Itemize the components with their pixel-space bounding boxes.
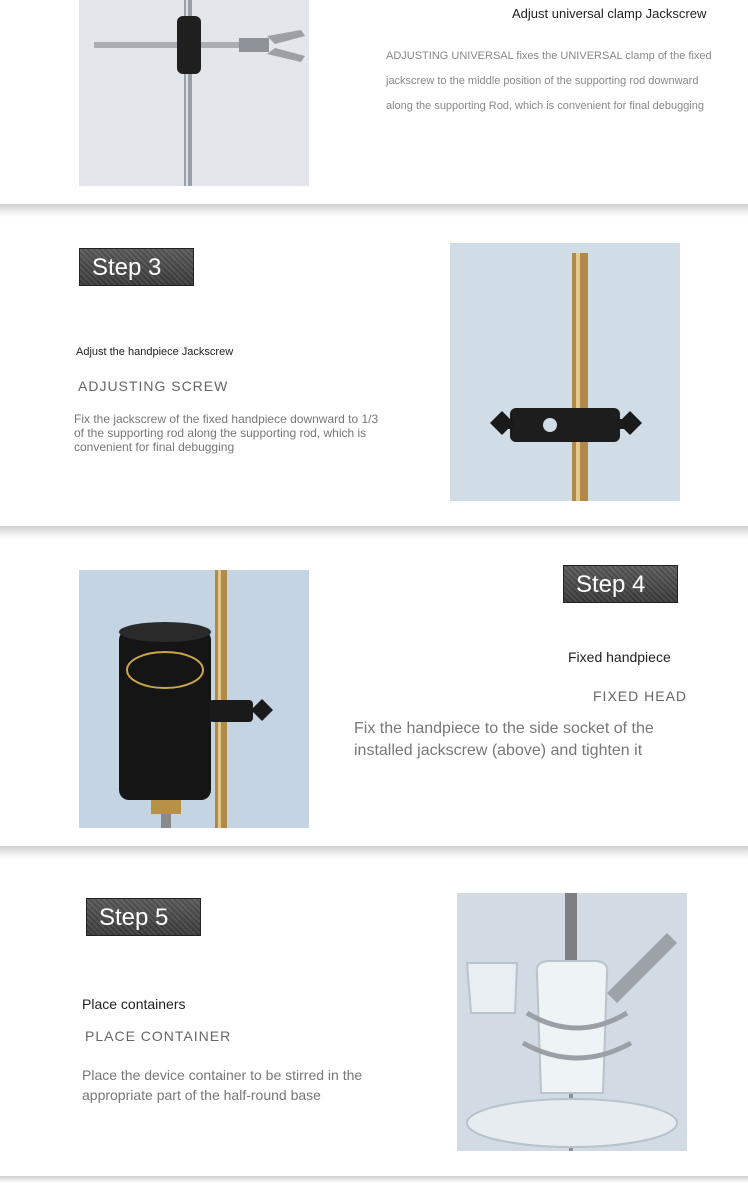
step-5-badge: Step 5	[86, 898, 201, 936]
divider-shadow	[0, 1176, 748, 1184]
section4-title: Place containers	[82, 996, 186, 1012]
section2-description: Fix the jackscrew of the fixed handpiece downward to 1/3 of the supporting rod along the supporting rod, which is convenient for final debugging	[74, 412, 379, 454]
section2-title: Adjust the handpiece Jackscrew	[76, 346, 234, 358]
handpiece-photo	[79, 570, 309, 828]
section4-subtitle: PLACE CONTAINER	[85, 1028, 232, 1044]
section-step-4	[0, 540, 748, 848]
section-clamp-jackscrew	[0, 0, 748, 206]
section2-subtitle: ADJUSTING SCREW	[78, 378, 229, 394]
clamp-illustration	[79, 0, 309, 186]
step-4-badge: Step 4	[563, 565, 678, 603]
section3-title: Fixed handpiece	[568, 649, 671, 665]
container-photo	[457, 893, 687, 1151]
step-3-badge: Step 3	[79, 248, 194, 286]
jackscrew-illustration	[450, 243, 680, 501]
section3-description: Fix the handpiece to the side socket of the installed jackscrew (above) and tighten it	[354, 720, 654, 759]
divider-shadow	[0, 846, 748, 860]
section-step-5	[0, 860, 748, 1176]
handpiece-illustration	[79, 570, 309, 828]
section1-description: ADJUSTING UNIVERSAL fixes the UNIVERSAL clamp of the fixed jackscrew to the middle position of the supporting rod downward along the supporting Rod, which is convenient for final debugging	[386, 50, 712, 112]
section3-subtitle: FIXED HEAD	[593, 688, 688, 704]
jackscrew-photo	[450, 243, 680, 501]
divider-shadow	[0, 526, 748, 540]
divider-shadow	[0, 204, 748, 218]
section4-description: Place the device container to be stirred in the appropriate part of the half-round base	[82, 1067, 363, 1103]
container-illustration	[457, 893, 687, 1151]
clamp-photo	[79, 0, 309, 186]
section-step-3	[0, 218, 748, 528]
section1-title: Adjust universal clamp Jackscrew	[512, 6, 707, 21]
